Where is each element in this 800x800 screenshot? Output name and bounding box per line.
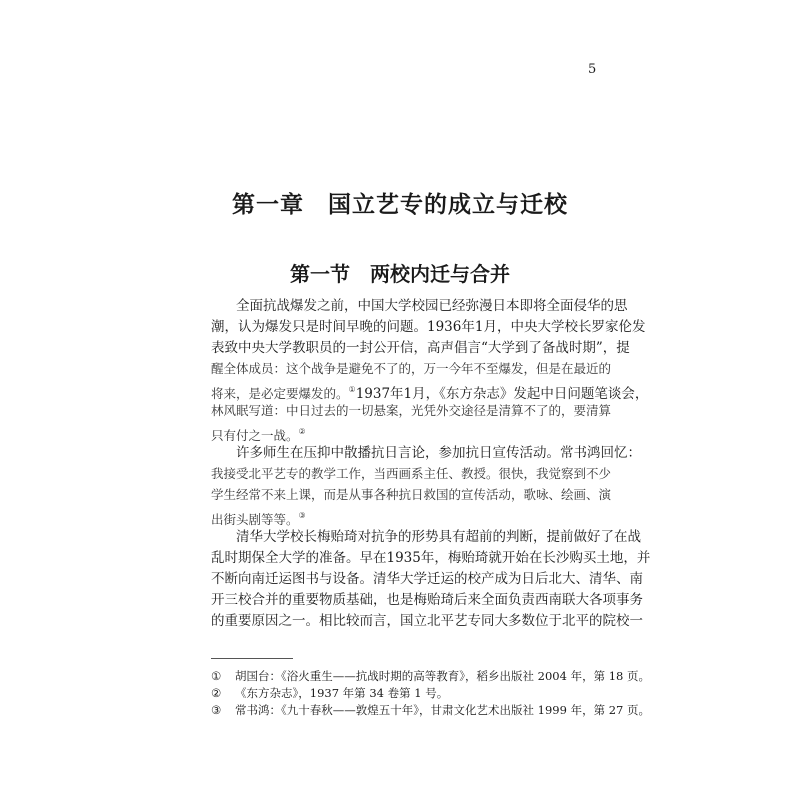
text-line [211, 339, 630, 357]
footnote [211, 685, 448, 701]
page-number: 5 [588, 62, 597, 77]
text-line [211, 570, 643, 588]
footnote [211, 668, 650, 684]
line-text: 我接受北平艺专的教学工作，当西画系主任、教授。很快，我觉察到不少 [211, 466, 612, 481]
line-text: 林风眠写道：中日过去的一切悬案，光凭外交途径是清算不了的，要清算 [211, 403, 612, 418]
footnote-reference[interactable]: ② [298, 427, 306, 436]
line-text: 清华大学校长梅贻琦对抗争的形势具有超前的判断，提前做好了在战 [236, 529, 641, 545]
footnote-text: 常书鸿：《九十春秋——敦煌五十年》，甘肃文化艺术出版社 1999 年，第 27 页。 [235, 703, 651, 717]
line-text: 开三校合并的重要物质基础，也是梅贻琦后来全面负责西南联大各项事务 [211, 592, 643, 608]
line-text: 潮，认为爆发只是时间早晚的问题。1936年1月，中央大学校长罗家伦发 [211, 319, 646, 335]
line-text: 出街头剧等等。 [211, 512, 299, 527]
text-line [236, 528, 641, 546]
text-line [211, 381, 648, 403]
line-text: 表致中央大学教职员的一封公开信，高声倡言“大学到了备战时期”，提 [211, 340, 630, 356]
footnote-text: 胡国台：《浴火重生——抗战时期的高等教育》，稻乡出版社 2004 年，第 18 页。 [235, 669, 651, 683]
text-line [211, 465, 611, 483]
text-line [211, 549, 650, 567]
text-line [211, 612, 643, 630]
footnote-reference[interactable]: ① [348, 385, 356, 394]
text-line [211, 402, 611, 420]
section-title: 第一节 两校内迁与合并 [290, 262, 510, 286]
text-line [236, 444, 641, 462]
text-line [211, 318, 645, 336]
text-line [211, 591, 643, 609]
line-text: 醒全体成员：这个战争是避免不了的，万一今年不至爆发，但是在最近的 [211, 361, 612, 376]
footnote-divider [211, 658, 293, 659]
footnote-reference[interactable]: ③ [298, 511, 306, 520]
chapter-title: 第一章 国立艺专的成立与迁校 [232, 192, 568, 218]
line-text: 全面抗战爆发之前，中国大学校园已经弥漫日本即将全面侵华的思 [236, 298, 628, 314]
text-line [211, 507, 306, 529]
line-text: 乱时期保全大学的准备。早在1935年，梅贻琦就开始在长沙购买土地，并 [211, 550, 651, 566]
footnote-mark: ① [211, 669, 222, 683]
line-text: 只有付之一战。 [211, 428, 299, 443]
line-text-continuation: 1937年1月，《东方杂志》发起中日问题笔谈会， [355, 386, 649, 402]
line-text: 的重要原因之一。相比较而言，国立北平艺专同大多数位于北平的院校一 [211, 613, 643, 629]
line-text: 将来，是必定要爆发的。 [211, 386, 349, 401]
footnote-mark: ③ [211, 703, 222, 717]
text-line [211, 423, 306, 445]
line-text: 许多师生在压抑中散播抗日言论，参加抗日宣传活动。常书鸿回忆： [236, 445, 641, 461]
text-line [211, 360, 611, 378]
footnote-text: 《东方杂志》，1937 年第 34 卷第 1 号。 [235, 686, 449, 700]
line-text: 不断向南迁运图书与设备。清华大学迁运的校产成为日后北大、清华、南 [211, 571, 643, 587]
text-line [236, 297, 628, 315]
footnote-mark: ② [211, 686, 222, 700]
line-text: 学生经常不来上课，而是从事各种抗日救国的宣传活动，歌咏、绘画、演 [211, 487, 612, 502]
text-line [211, 486, 611, 504]
footnote [211, 702, 650, 718]
